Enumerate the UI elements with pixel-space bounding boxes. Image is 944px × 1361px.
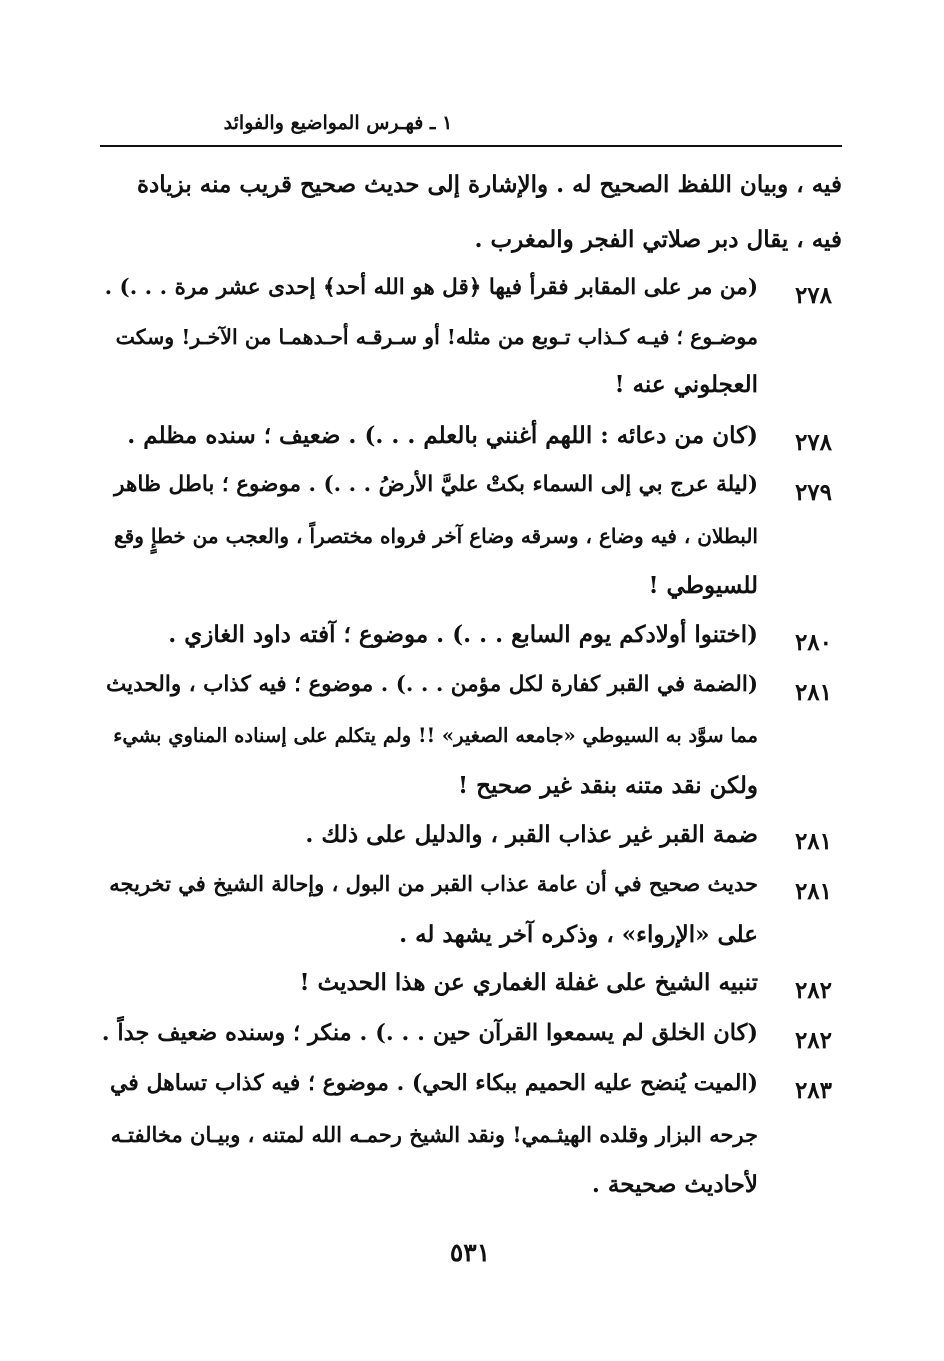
entry-number: ٢٧٨ bbox=[794, 282, 832, 309]
header-rule bbox=[100, 145, 842, 147]
entry-number: ٢٨١ bbox=[794, 878, 832, 905]
text-line: حديث صحيح في أن عامة عذاب القبر من البول ، وإحالة الشيخ في تخريجه bbox=[109, 871, 758, 896]
entry-number: ٢٨١ bbox=[794, 828, 832, 855]
text-line: موضـوع ؛ فيـه كـذاب تـوبع من مثله! أو سـرقـه أحـدهمـا من الآخـر! وسكت bbox=[115, 325, 758, 349]
text-line: العجلوني عنه ! bbox=[614, 371, 758, 398]
entry-number: ٢٧٨ bbox=[794, 429, 832, 456]
page-number: ٥٣١ bbox=[449, 1238, 491, 1267]
text-line: على «الإرواء» ، وذكره آخر يشهد له . bbox=[399, 921, 758, 948]
text-line: (الضمة في القبر كفارة لكل مؤمن . . .) . موضوع ؛ فيه كذاب ، والحديث bbox=[106, 672, 758, 697]
text-line: للسيوطي ! bbox=[648, 572, 758, 599]
entry-number: ٢٨٢ bbox=[794, 1027, 832, 1054]
text-line: مما سوَّد به السيوطي «جامعه الصغير» !! ولم يتكلم على إسناده المناوي بشيء bbox=[113, 724, 758, 747]
text-line: فيه ، يقال دبر صلاتي الفجر والمغرب . bbox=[474, 226, 842, 253]
entry-number: ٢٨٢ bbox=[794, 977, 832, 1004]
entry-number: ٢٨٣ bbox=[794, 1077, 832, 1104]
entry-number: ٢٧٩ bbox=[794, 479, 832, 506]
entry-number: ٢٨١ bbox=[794, 679, 832, 706]
text-line: فيه ، وبيان اللفظ الصحيح له . والإشارة إلى حديث صحيح قريب منه بزيادة bbox=[136, 171, 842, 198]
text-line: (ليلة عرج بي إلى السماء بكتْ عليَّ الأرضُ . . .) . موضوع ؛ باطل ظاهر bbox=[114, 472, 758, 497]
text-line: ولكن نقد متنه بنقد غير صحيح ! bbox=[458, 772, 758, 799]
text-line: جرحه البزار وقلده الهيثـمي! ونقد الشيخ رحمـه الله لمتنه ، وبيـان مخالفتـه bbox=[110, 1122, 758, 1147]
text-line: تنبيه الشيخ على غفلة الغماري عن هذا الحديث ! bbox=[299, 969, 758, 996]
text-line: (اختنوا أولادكم يوم السابع . . .) . موضوع ؛ آفته داود الغازي . bbox=[168, 621, 758, 648]
text-line: (الميت يُنضح عليه الحميم ببكاء الحي) . موضوع ؛ فيه كذاب تساهل في bbox=[109, 1070, 758, 1096]
text-line: البطلان ، فيه وضاع ، وسرقه وضاع آخر فرواه مختصراً ، والعجب من خطإٍ وقع bbox=[114, 524, 758, 548]
entry-number: ٢٨٠ bbox=[794, 629, 832, 656]
text-line: (من مر على المقابر فقرأ فيها ﴿قل هو الله أحد﴾ إحدى عشر مرة . . .) . bbox=[104, 275, 758, 300]
text-line: (كان من دعائه : اللهم أغنني بالعلم . . .) . ضعيف ؛ سنده مظلم . bbox=[127, 422, 758, 449]
text-line: لأحاديث صحيحة . bbox=[591, 1171, 758, 1198]
text-line: (كان الخلق لم يسمعوا القرآن حين . . .) . منكر ؛ وسنده ضعيف جداً . bbox=[101, 1020, 758, 1046]
text-line: ضمة القبر غير عذاب القبر ، والدليل على ذلك . bbox=[305, 821, 758, 848]
running-head: ١ ـ فهـرس المواضيع والفوائد bbox=[223, 112, 453, 134]
